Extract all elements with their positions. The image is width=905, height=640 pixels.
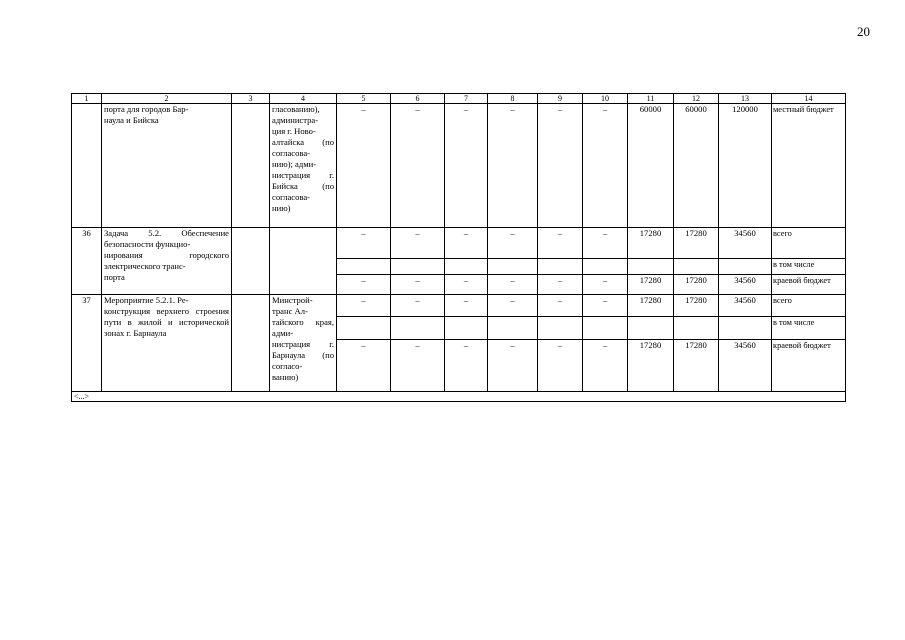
value-cell: – [583, 104, 628, 228]
program-table [71, 93, 846, 402]
value-cell: – [337, 340, 391, 392]
empty-cell [488, 317, 538, 340]
column-numbers-row [72, 94, 846, 104]
value-cell: – [391, 295, 445, 317]
empty-cell [232, 104, 270, 228]
executor-cell: Минстрой- транс Ал- тайского края, адми- нистрация г. Барнаула (по согласо- ванию) [270, 295, 337, 392]
value-cell [628, 317, 674, 340]
empty-cell [445, 317, 488, 340]
value-cell: – [538, 104, 583, 228]
value-cell [674, 259, 719, 275]
value-cell: – [337, 104, 391, 228]
value-cell: 17280 [628, 340, 674, 392]
row-number-cell: 37 [72, 295, 102, 392]
value-cell: 60000 [674, 104, 719, 228]
value-cell: 17280 [674, 228, 719, 259]
source-cell: местный бюджет [772, 104, 846, 228]
value-cell: 17280 [628, 275, 674, 295]
value-cell: – [488, 295, 538, 317]
value-cell [674, 317, 719, 340]
column-header: 11 [628, 94, 674, 104]
column-header: 1 [72, 94, 102, 104]
column-header: 12 [674, 94, 719, 104]
row-number-cell: 36 [72, 228, 102, 295]
value-cell: – [445, 275, 488, 295]
value-cell: – [583, 275, 628, 295]
value-cell: – [337, 228, 391, 259]
value-cell: – [391, 340, 445, 392]
ellipsis-row [72, 392, 846, 402]
empty-cell [232, 228, 270, 295]
executor-cell: гласованию), администра- ция г. Ново- алтайска (по согласова- нию); адми- нистрация г. Бийска (по согласова- нию) [270, 104, 337, 228]
empty-cell [488, 259, 538, 275]
source-cell: в том числе [772, 259, 846, 275]
value-cell: – [445, 228, 488, 259]
source-cell: краевой бюджет [772, 275, 846, 295]
value-cell: – [583, 228, 628, 259]
value-cell: – [583, 340, 628, 392]
value-cell: – [391, 104, 445, 228]
value-cell: – [445, 295, 488, 317]
value-cell: 34560 [719, 228, 772, 259]
empty-cell [583, 317, 628, 340]
source-cell: всего [772, 295, 846, 317]
value-cell: 17280 [674, 275, 719, 295]
value-cell: – [538, 295, 583, 317]
empty-cell [583, 259, 628, 275]
empty-cell [445, 259, 488, 275]
value-cell: 17280 [674, 340, 719, 392]
value-cell: – [488, 228, 538, 259]
value-cell: – [445, 340, 488, 392]
column-header: 7 [445, 94, 488, 104]
value-cell: 60000 [628, 104, 674, 228]
column-header: 4 [270, 94, 337, 104]
value-cell: 34560 [719, 340, 772, 392]
column-header: 10 [583, 94, 628, 104]
empty-cell [337, 317, 391, 340]
value-cell: – [538, 275, 583, 295]
table-row [72, 104, 846, 228]
column-header: 14 [772, 94, 846, 104]
empty-cell [538, 259, 583, 275]
empty-cell [391, 317, 445, 340]
page-number: 20 [857, 24, 870, 39]
row-number-cell [72, 104, 102, 228]
value-cell: – [488, 275, 538, 295]
task-cell: порта для городов Бар- наула и Бийска [102, 104, 232, 228]
empty-cell [538, 317, 583, 340]
value-cell [628, 259, 674, 275]
column-header: 6 [391, 94, 445, 104]
column-header: 9 [538, 94, 583, 104]
value-cell: 17280 [674, 295, 719, 317]
empty-cell [232, 295, 270, 392]
value-cell: 34560 [719, 275, 772, 295]
task-cell: Задача 5.2. Обеспечение безопасности функцио- нирования городского электрического транс- порта [102, 228, 232, 295]
column-header: 3 [232, 94, 270, 104]
source-cell: в том числе [772, 317, 846, 340]
value-cell: – [488, 104, 538, 228]
value-cell: 17280 [628, 228, 674, 259]
value-cell: – [538, 340, 583, 392]
executor-cell [270, 228, 337, 295]
value-cell: – [337, 295, 391, 317]
empty-cell [391, 259, 445, 275]
value-cell: – [538, 228, 583, 259]
column-header: 13 [719, 94, 772, 104]
value-cell: 34560 [719, 295, 772, 317]
value-cell: 17280 [628, 295, 674, 317]
value-cell [719, 259, 772, 275]
source-cell: всего [772, 228, 846, 259]
ellipsis-cell: <...> [72, 392, 846, 402]
value-cell: – [391, 228, 445, 259]
table-row [72, 295, 846, 317]
value-cell: – [445, 104, 488, 228]
table-row [72, 228, 846, 259]
value-cell: – [488, 340, 538, 392]
value-cell: – [337, 275, 391, 295]
value-cell [719, 317, 772, 340]
task-cell: Мероприятие 5.2.1. Ре- конструкция верхнего строения пути в жилой и исторической зонах г. Барнаула [102, 295, 232, 392]
column-header: 5 [337, 94, 391, 104]
column-header: 2 [102, 94, 232, 104]
value-cell: 120000 [719, 104, 772, 228]
column-header: 8 [488, 94, 538, 104]
value-cell: – [391, 275, 445, 295]
empty-cell [337, 259, 391, 275]
value-cell: – [583, 295, 628, 317]
source-cell: краевой бюджет [772, 340, 846, 392]
